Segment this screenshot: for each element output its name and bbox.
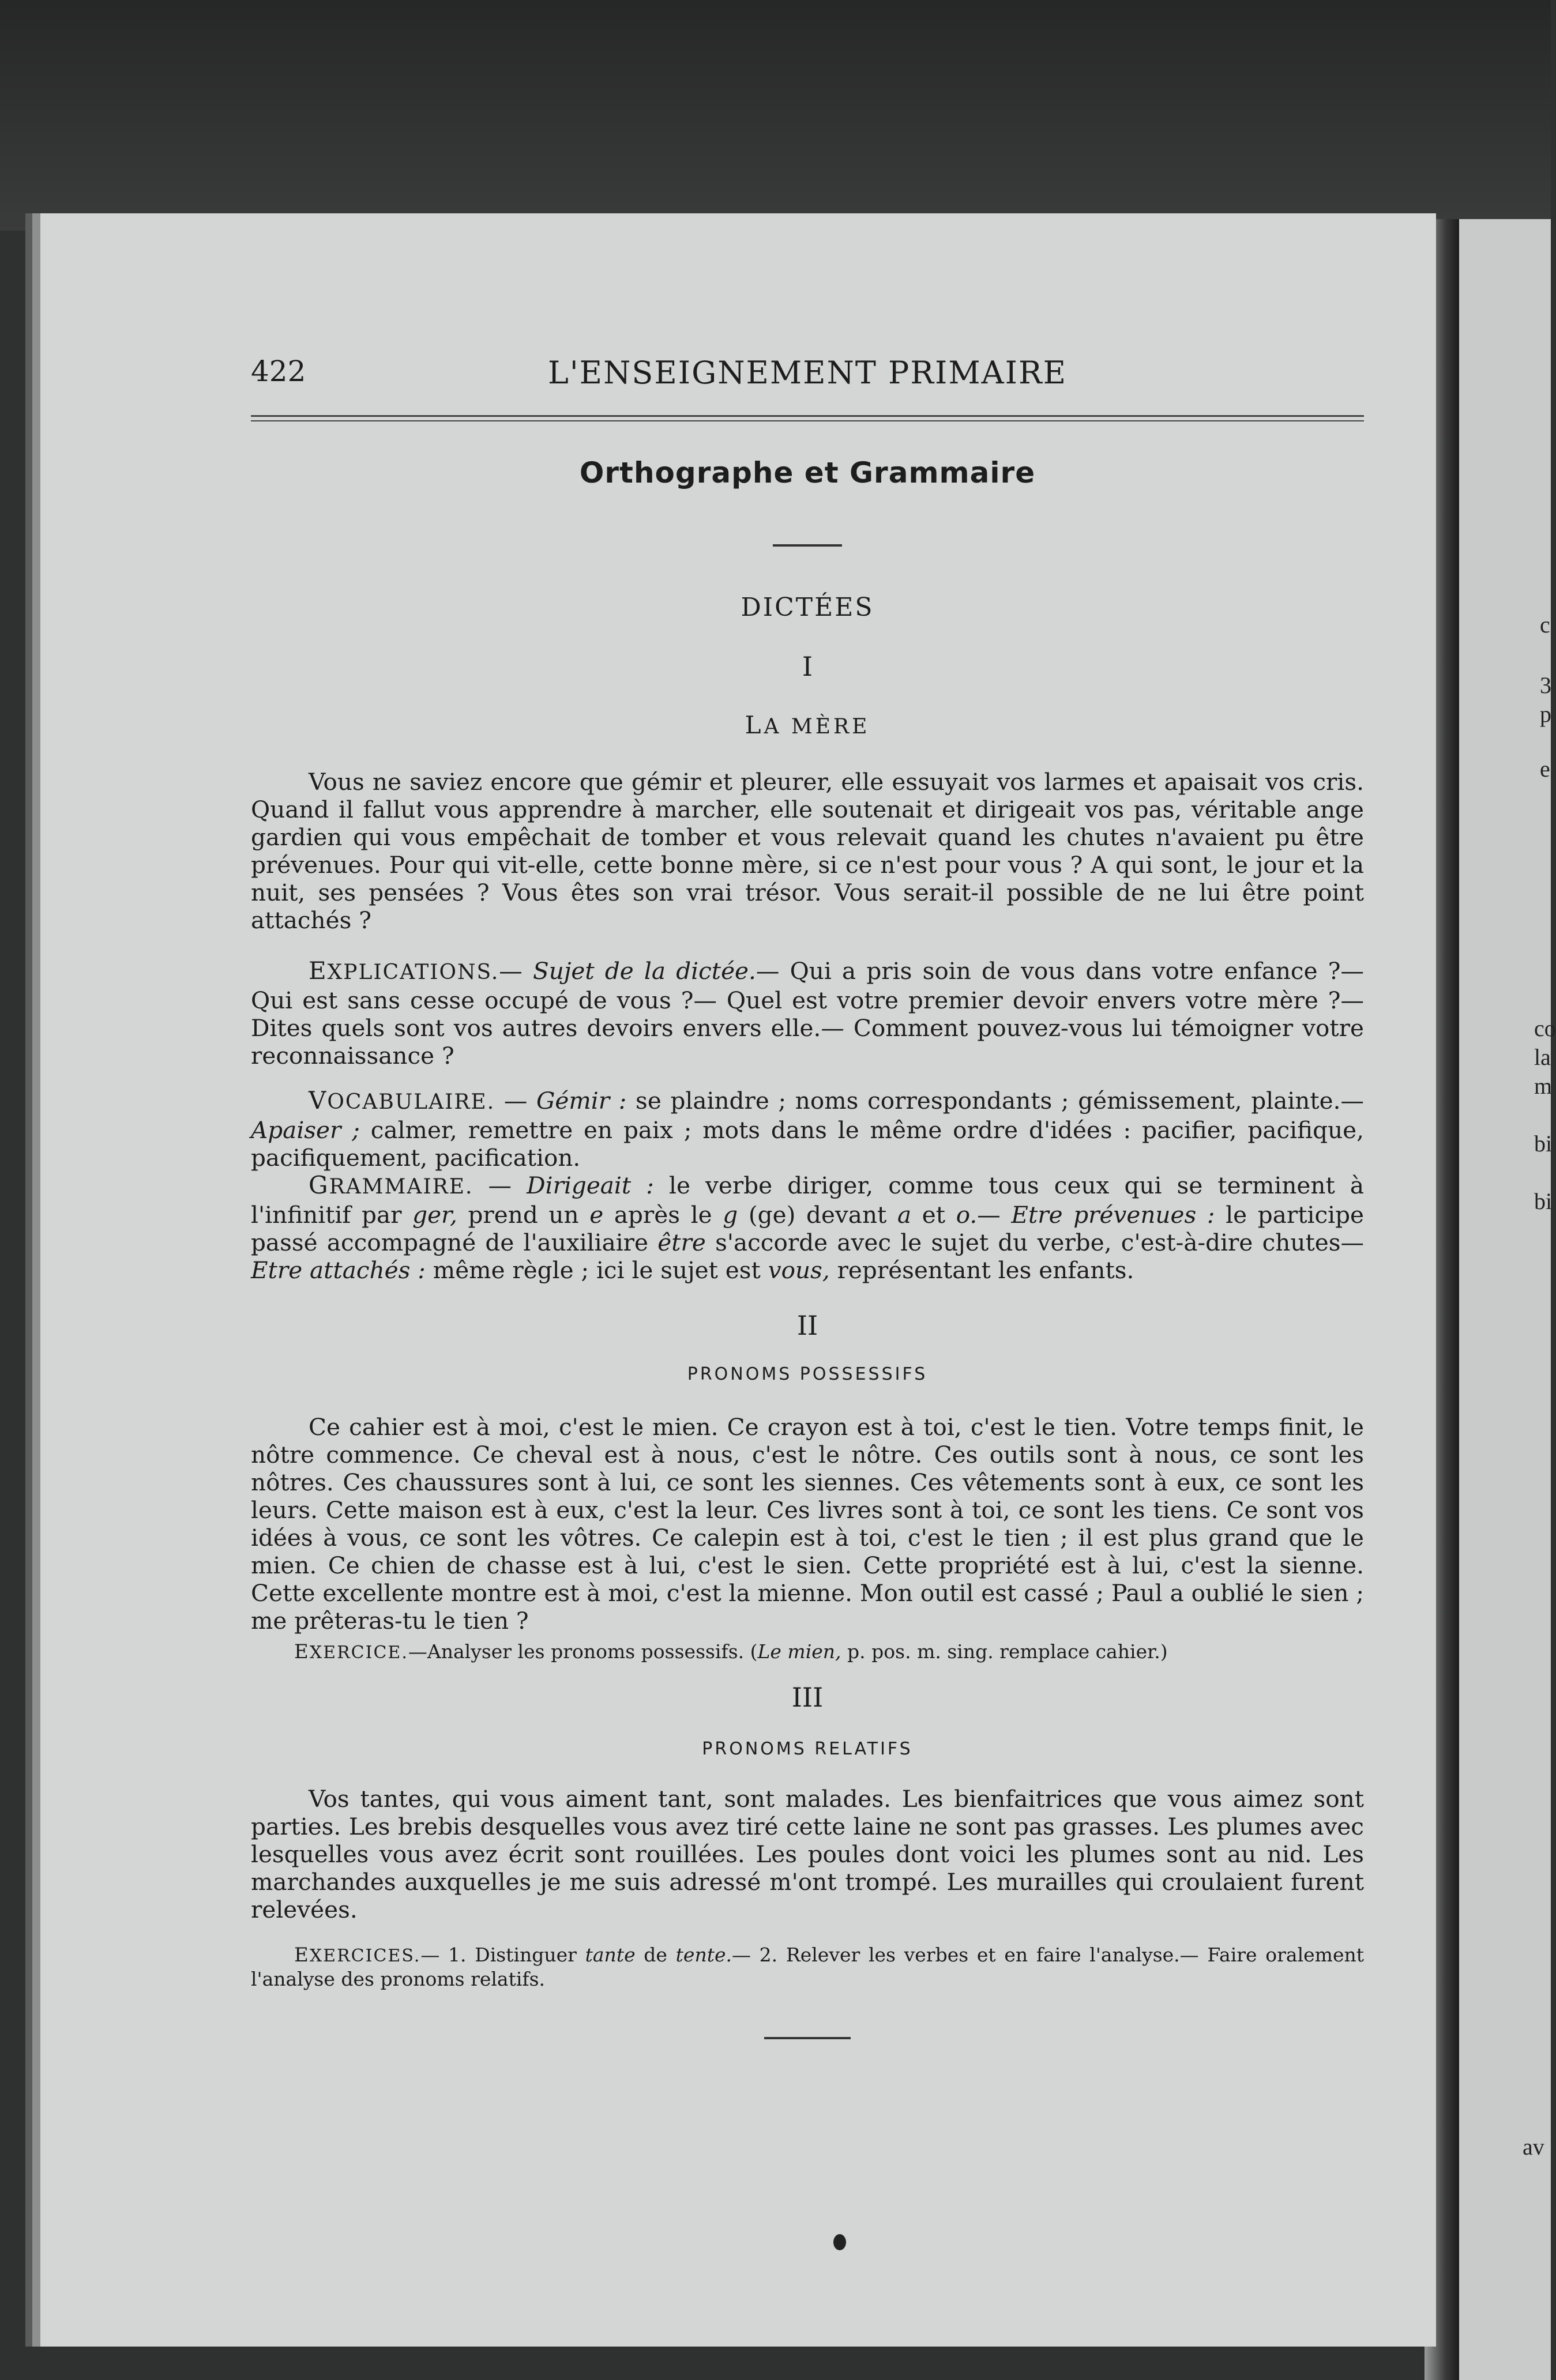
part-numeral-3: III: [791, 1682, 824, 1713]
edge-text: m: [1534, 1073, 1553, 1099]
explications-italic: Sujet de la dictée.: [533, 957, 756, 985]
exercise-paragraph-3: EXERCICES.— 1. Distinguer tante de tente.— 2. Relever les verbes et en faire l'analyse.— Faire oralement l'analyse des pronoms relatifs.: [251, 1944, 1364, 1990]
edge-text: bi: [1534, 1131, 1553, 1157]
vocabulaire-paragraph: VOCABULAIRE. — Gémir : se plaindre ; noms correspondants ; gémissement, plainte.— Apaiser ; calmer, remettre en paix ; mots dans le même ordre d'idées : pacifier, pacifique, pacifiquement, pacification.: [251, 1086, 1364, 1172]
part-numeral-2: II: [796, 1310, 818, 1341]
title-initial: L: [745, 711, 764, 739]
book-page: [40, 213, 1436, 2347]
edge-text: 3: [1540, 672, 1551, 698]
dictation-text-2: Ce cahier est à moi, c'est le mien. Ce crayon est à toi, c'est le tien. Votre temps finit, le nôtre commence. Ce cheval est à nous, c'est le nôtre. Ces outils sont à nous, ce sont les nôtres. Ces chaussures sont à lui, ce sont les siennes. Ces vêtements sont à eux, ce sont les leurs. Cette maison est à eux, c'est la leur. Ces livres sont à toi, ce sont les tiens. Ce sont vos idées à vous, ce sont les vôtres. Ce calepin est à toi, c'est le tien ; il est plus grand que le mien. Ce chien de chasse est à lui, c'est le sien. Cette propriété est à lui, c'est la sienne. Cette excellente montre est à moi, c'est la mienne. Mon outil est cassé ; Paul a oublié le sien ; me prêteras-tu le tien ?: [251, 1413, 1364, 1635]
edge-text: p: [1540, 701, 1551, 727]
facing-page-edge: [1453, 219, 1556, 2380]
running-head: [251, 355, 1364, 401]
edge-text: e: [1540, 756, 1550, 782]
part-title-3: PRONOMS RELATIFS: [702, 1739, 913, 1759]
running-title: L'ENSEIGNEMENT PRIMAIRE: [547, 355, 1068, 391]
grammaire-paragraph: GRAMMAIRE. — Dirigeait : le verbe diriger, comme tous ceux qui se terminent à l'infinitif par ger, prend un e après le g (ge) devant a et o.— Etre prévenues : le participe passé accompagné de l'auxiliaire être s'accorde avec le sujet du verbe, c'est-à-dire chutes— Etre attachés : même règle ; ici le sujet est vous, représentant les enfants.: [251, 1171, 1365, 1284]
grammaire-label: GRAMMAIRE.: [309, 1171, 473, 1199]
title-rest: A MÈRE: [764, 715, 870, 739]
page-content: [251, 355, 1364, 2039]
scan-background: [0, 0, 1551, 231]
exercise-label: EXERCICE.: [294, 1640, 408, 1663]
explications-paragraph: EXPLICATIONS.— Sujet de la dictée.— Qui a pris soin de vous dans votre enfance ?— Qui est sans cesse occupé de vous ?— Quel est votre premier devoir envers votre mère ?— Dites quels sont vos autres devoirs envers elle.— Comment pouvez-vous lui témoigner votre reconnaissance ?: [251, 956, 1364, 1070]
exercise-label: EXERCICES.: [294, 1944, 421, 1967]
edge-text: av: [1523, 2134, 1544, 2160]
dictees-heading: DICTÉES: [741, 593, 874, 622]
dictation-text-3: Vos tantes, qui vous aiment tant, sont malades. Les bienfaitrices que vous aimez sont parties. Les brebis desquelles vous avez tiré cette laine ne sont pas grasses. Les plumes avec lesquelles vous avez écrit sont rouillées. Les poules dont voici les plumes sont au nid. Les marchandes auxquelles je me suis adressé m'ont trompé. Les murailles qui croulaient furent relevées.: [251, 1785, 1364, 1923]
explications-label: EXPLICATIONS.: [309, 956, 499, 985]
section-divider: [773, 544, 842, 547]
dictation-text-1: Vous ne saviez encore que gémir et pleurer, elle essuyait vos larmes et apaisait vos cris. Quand il fallut vous apprendre à marcher, elle soutenait et dirigeait vos pas, véritable ange gardien qui vous empêchait de tomber et vous relevait quand les chutes n'avaient pu être prévenues. Pour qui vit-elle, cette bonne mère, si ce n'est pour vous ? A qui sont, le jour et la nuit, ses pensées ? Vous êtes son vrai trésor. Vous serait-il possible de ne lui être point attachés ?: [251, 768, 1364, 934]
edge-text: c: [1540, 612, 1550, 638]
vocabulaire-label: VOCABULAIRE.: [309, 1086, 495, 1114]
end-divider: [764, 2037, 851, 2039]
edge-text: la: [1534, 1044, 1551, 1070]
exercise-paragraph-2: EXERCICE.—Analyser les pronoms possessifs. (Le mien, p. pos. m. sing. remplace cahier.): [294, 1640, 1168, 1663]
header-rule: [251, 415, 1364, 421]
edge-text: bi: [1534, 1188, 1553, 1214]
ink-spot: [833, 2234, 846, 2250]
edge-text: co: [1534, 1015, 1556, 1041]
part-numeral-1: I: [802, 651, 813, 682]
part-title-1: [251, 711, 1364, 739]
page-number: 422: [251, 355, 306, 388]
section-title: Orthographe et Grammaire: [579, 456, 1036, 489]
part-title-2: PRONOMS POSSESSIFS: [687, 1364, 928, 1384]
